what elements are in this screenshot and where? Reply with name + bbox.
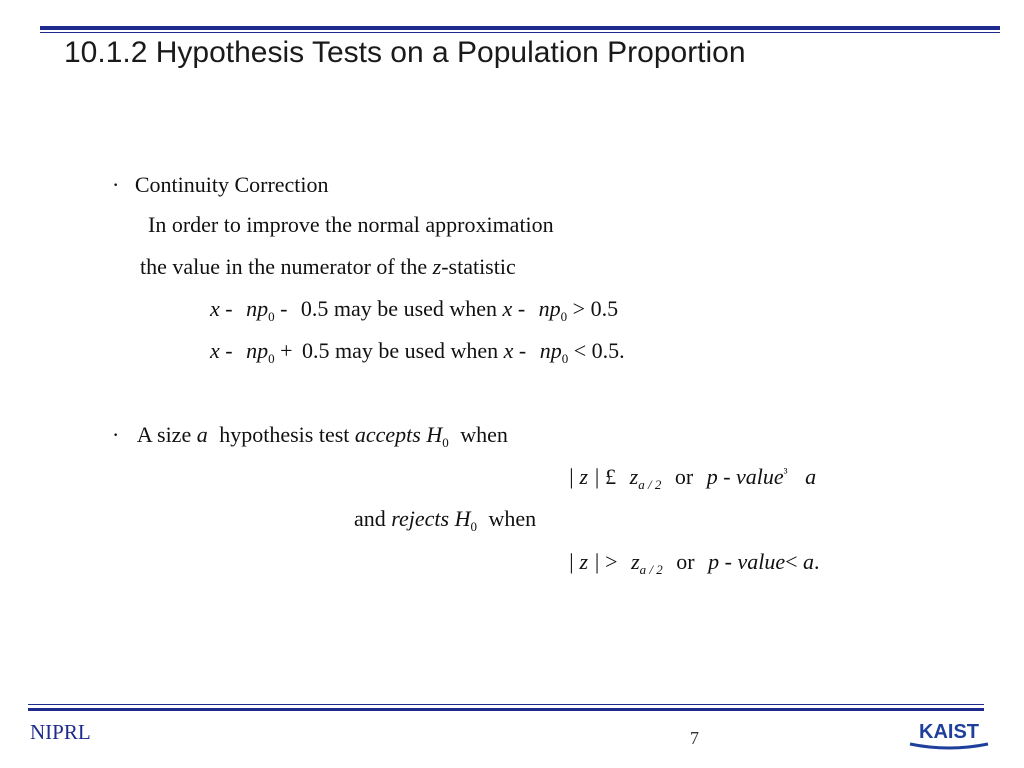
- eq1-sub: 0: [268, 309, 275, 324]
- H2-var: H: [454, 506, 471, 531]
- cond2-p: p: [708, 549, 720, 574]
- eq1-minus2: -: [517, 296, 526, 321]
- eq1-minus: -: [225, 296, 233, 321]
- cond1-z-sub: a / 2: [638, 477, 662, 492]
- kaist-logo-swoosh: [910, 744, 988, 748]
- cond2-z-sub: a / 2: [639, 562, 663, 577]
- header-rule-thin: [40, 32, 1000, 33]
- eq2-minus: -: [225, 338, 233, 363]
- cond2-or: or: [676, 549, 695, 574]
- bullet-dot-2: ·: [112, 422, 120, 447]
- eq2-sub: 0: [268, 351, 275, 366]
- eq1-x2: x: [502, 296, 513, 321]
- cond1-or: or: [674, 464, 694, 489]
- text-line-1: In order to improve the normal approximation: [148, 212, 554, 237]
- eq1-x: x: [210, 296, 220, 321]
- bullet-dot: ·: [112, 172, 120, 197]
- cond1-rel: £: [605, 464, 617, 489]
- and-text: and: [354, 506, 386, 531]
- cond2-z: z: [631, 549, 640, 574]
- H2-sub: 0: [470, 519, 477, 534]
- cond1-z: z: [629, 464, 639, 489]
- footer-niprl: NIPRL: [30, 720, 91, 744]
- eq2-minus2: -: [518, 338, 527, 363]
- when2-text: when: [488, 506, 537, 531]
- cond1-dash: -: [723, 464, 731, 489]
- eq2-half: 0.5: [302, 338, 330, 363]
- kaist-logo: [908, 716, 990, 750]
- eq2-sub2: 0: [561, 351, 569, 366]
- eq1-rel: >: [572, 296, 586, 321]
- text-line-2: [140, 254, 516, 280]
- eq2-x2: x: [503, 338, 514, 363]
- footer-rule-thin: [28, 704, 984, 705]
- text-line-2-before: the value in the numerator of the: [140, 254, 433, 279]
- cond2-a: a: [803, 549, 815, 574]
- equation-2: [210, 338, 625, 364]
- rejects-line: [354, 506, 536, 532]
- eq2-x: x: [210, 338, 220, 363]
- alpha-var: a: [196, 422, 208, 447]
- cond2-end: .: [814, 549, 820, 574]
- cond1-rel2: ³: [783, 465, 788, 480]
- page-number: 7: [690, 728, 699, 748]
- eq1-rhs: 0.5: [590, 296, 619, 321]
- eq2-rhs: 0.5.: [591, 338, 625, 363]
- cond2-rel: >: [605, 549, 618, 574]
- H-sub: 0: [442, 435, 449, 450]
- header-rule-thick: [40, 26, 1000, 30]
- slide-title: 10.1.2 Hypothesis Tests on a Population Proportion: [64, 36, 746, 69]
- abs-z-2: | z |: [568, 549, 600, 574]
- a-size-text: A size: [136, 422, 192, 447]
- bullet-size-test: [112, 422, 508, 448]
- eq1-half: 0.5: [300, 296, 329, 321]
- eq1-sub2: 0: [560, 309, 568, 324]
- eq1-np: np: [246, 296, 269, 321]
- cond2-dash: -: [724, 549, 732, 574]
- eq1-text: may be used when: [333, 296, 498, 321]
- text-line-2-after: -statistic: [441, 254, 516, 279]
- abs-z: | z |: [568, 464, 600, 489]
- eq2-np2: np: [539, 338, 562, 363]
- cond2-value: value: [737, 549, 786, 574]
- eq1-np2: np: [538, 296, 561, 321]
- z-var: z: [432, 254, 442, 279]
- cond1-p: p: [706, 464, 718, 489]
- kaist-logo-text: KAIST: [919, 721, 979, 743]
- heading-continuity: Continuity Correction: [134, 172, 329, 197]
- rejects-text: rejects: [391, 506, 450, 531]
- accepts-text: accepts: [354, 422, 421, 447]
- footer-rule-thick: [28, 708, 984, 711]
- cond2-rel2: <: [785, 549, 798, 574]
- when-text: when: [460, 422, 508, 447]
- eq2-np: np: [246, 338, 269, 363]
- H-var: H: [426, 422, 443, 447]
- eq2-rel: <: [573, 338, 587, 363]
- eq2-text: may be used when: [335, 338, 499, 363]
- bullet-continuity: [112, 172, 329, 198]
- reject-condition: [568, 549, 820, 575]
- eq2-op: +: [280, 338, 293, 363]
- cond1-a: a: [805, 464, 817, 489]
- accept-condition: [568, 464, 816, 490]
- cond1-value: value: [736, 464, 784, 489]
- eq1-op: -: [280, 296, 288, 321]
- hyp-text: hypothesis test: [219, 422, 350, 447]
- equation-1: [210, 296, 618, 322]
